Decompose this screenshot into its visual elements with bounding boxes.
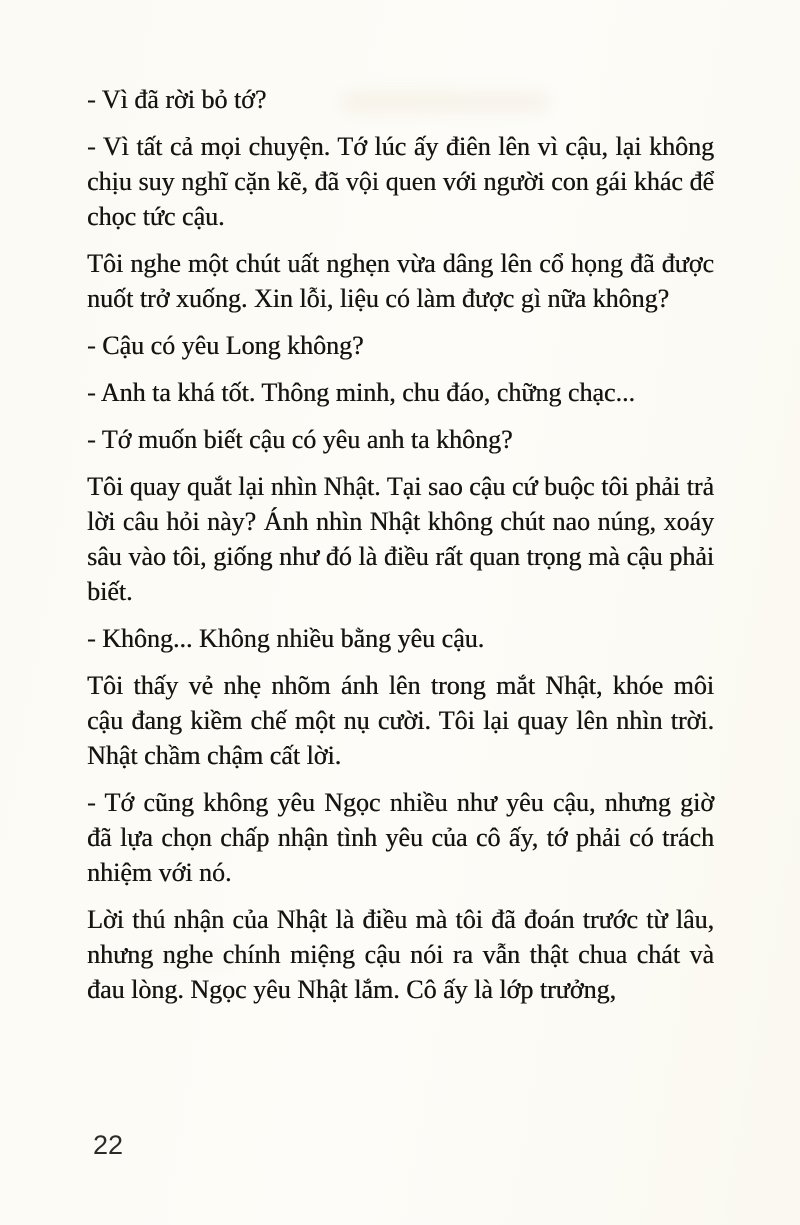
narration-paragraph: Tôi quay quắt lại nhìn Nhật. Tại sao cậu cứ buộc tôi phải trả lời câu hỏi này? Ánh nhìn Nhật không chút nao núng, xoáy sâu vào tôi, giống như đó là điều rất quan trọng mà cậu phải biết. xyxy=(87,472,714,606)
dialogue-paragraph: - Anh ta khá tốt. Thông minh, chu đáo, chững chạc... xyxy=(87,378,635,407)
dialogue-paragraph: - Cậu có yêu Long không? xyxy=(87,331,364,360)
page-number: 22 xyxy=(93,1130,124,1160)
narration-paragraph: Tôi nghe một chút uất nghẹn vừa dâng lên cổ họng đã được nuốt trở xuống. Xin lỗi, liệu có làm được gì nữa không? xyxy=(87,249,714,313)
dialogue-paragraph: - Không... Không nhiều bằng yêu cậu. xyxy=(87,624,485,653)
dialogue-paragraph: - Vì đã rời bỏ tớ? xyxy=(87,85,267,114)
dialogue-paragraph: - Tớ cũng không yêu Ngọc nhiều như yêu cậu, nhưng giờ đã lựa chọn chấp nhận tình yêu của cô ấy, tớ phải có trách nhiệm với nó. xyxy=(87,788,714,887)
narration-paragraph: Tôi thấy vẻ nhẹ nhõm ánh lên trong mắt Nhật, khóe môi cậu đang kiềm chế một nụ cười. Tôi lại quay lên nhìn trời. Nhật chầm chậm cất lời. xyxy=(87,671,714,770)
dialogue-paragraph: - Vì tất cả mọi chuyện. Tớ lúc ấy điên lên vì cậu, lại không chịu suy nghĩ cặn kẽ, đã vội quen với người con gái khác để chọc tức cậu. xyxy=(87,132,714,231)
page-text-block xyxy=(87,82,714,1007)
dialogue-paragraph: - Tớ muốn biết cậu có yêu anh ta không? xyxy=(87,425,513,454)
narration-paragraph: Lời thú nhận của Nhật là điều mà tôi đã đoán trước từ lâu, nhưng nghe chính miệng cậu nói ra vẫn thật chua chát và đau lòng. Ngọc yêu Nhật lắm. Cô ấy là lớp trưởng, xyxy=(87,905,714,1004)
